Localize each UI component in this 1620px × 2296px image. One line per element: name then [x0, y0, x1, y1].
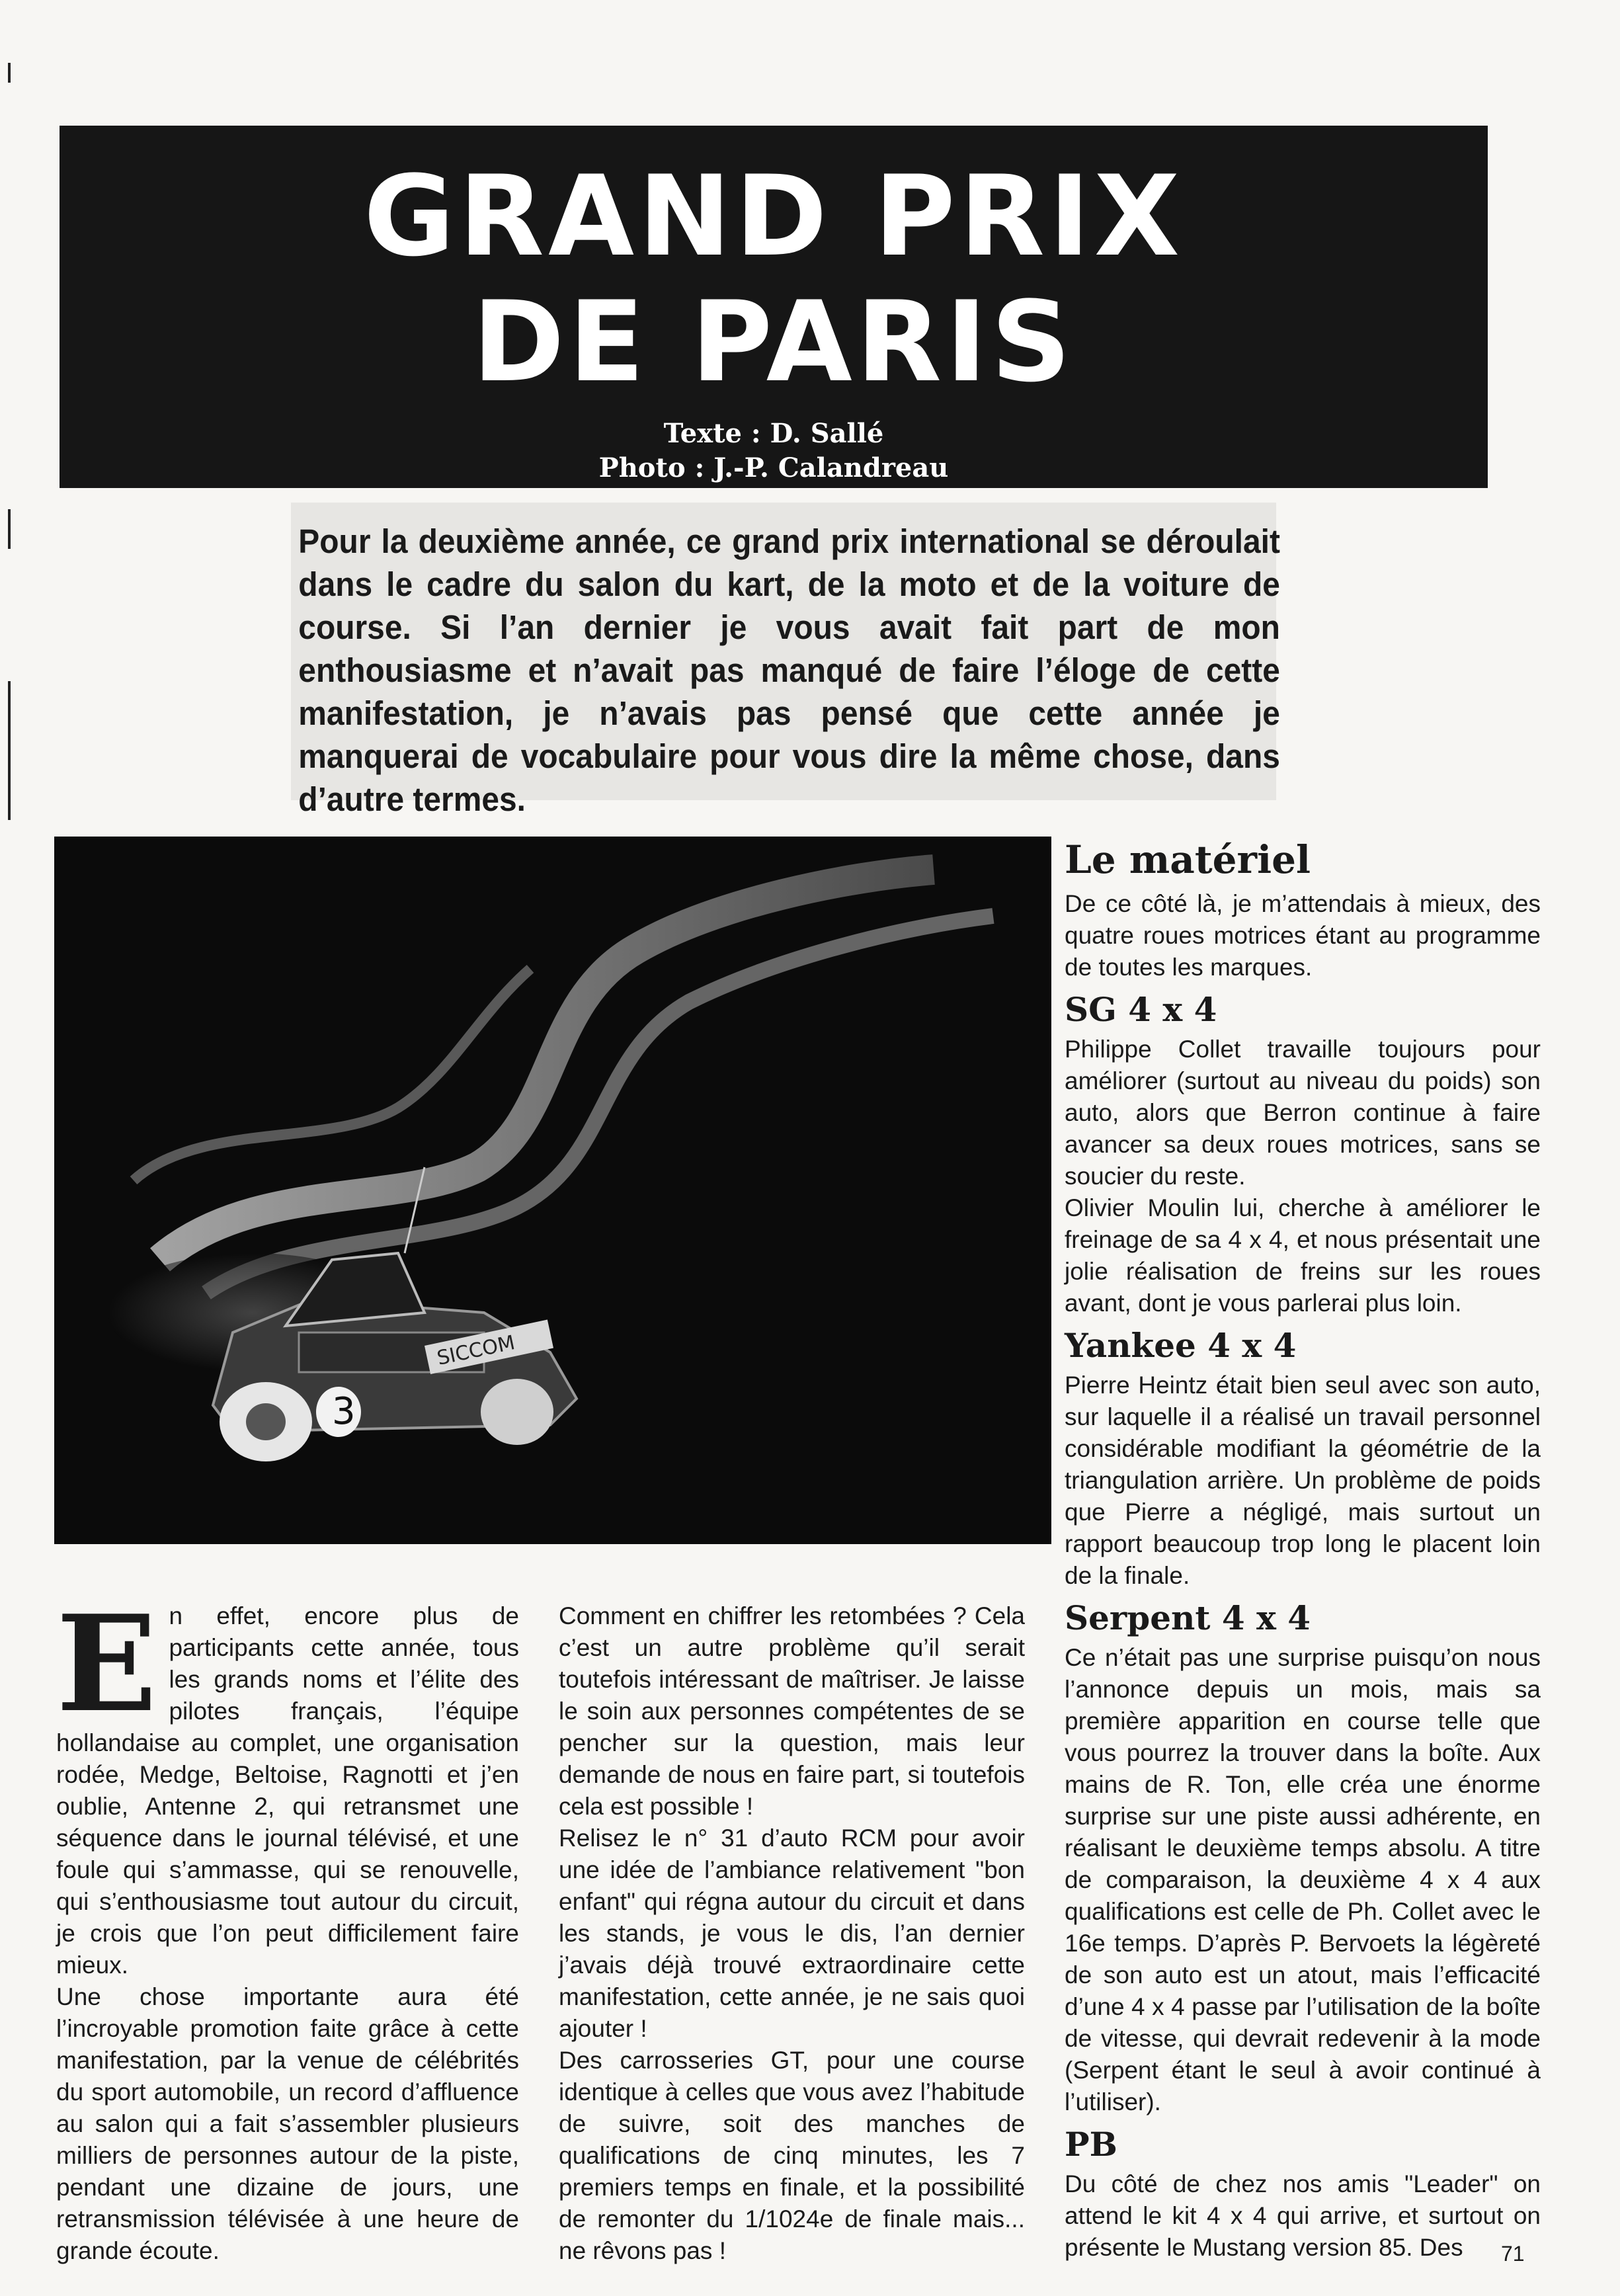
heading-materiel: Le matériel — [1065, 837, 1311, 882]
text-materiel: De ce côté là, je m’attendais à mieux, des quatre roues motrices étant au programme de toutes les marques. — [1065, 890, 1541, 981]
lead-text: Pour la deuxième année, ce grand prix international se déroulait dans le cadre du salon du kart, de la moto et de la voiture de course. Si l’an dernier je vous avait fait part de mon enthousiasme et n’avait pas manqué de faire l’éloge de cette manifestation, je n’avais pas pensé que cette année je manquerai de vocabulaire pour vous dire la même chose, dans d’autre termes. — [298, 522, 1280, 818]
col2-text-3: Des carrosseries GT, pour une course identique à celles que vous avez l’habitude de suivre, soit des manches de qualifications de cinq minutes, les 7 premiers temps en finale, et la possibilité de remonter du 1/1024e de finale mais... ne rêvons pas ! — [559, 2047, 1025, 2264]
col2-text-2: Relisez le n° 31 d’auto RCM pour avoir une idée de l’ambiance relativement "bon enfant" qui régna autour du circuit et dans les stands, je vous le dis, l’an dernier j’avais déjà trouvé extraordinaire cette manifestation, cette année, je ne sais quoi ajouter ! — [559, 1824, 1025, 2042]
margin-mark — [8, 681, 11, 820]
race-car-photo — [54, 837, 1051, 1544]
col1-text-1: n effet, encore plus de participants cette année, tous les grands noms et l’élite des pilotes français, l’équipe hollandaise au complet, une organisation rodée, Medge, Beltoise, Ragnotti et j’en oublie, Antenne 2, qui retransmet une séquence dans le journal télévisé, et une foule qui s’ammasse, qui se renouvelle, qui s’enthousiasme tout autour du circuit, je crois que l’on peut difficilement faire mieux. — [56, 1602, 519, 1979]
drop-cap: E — [56, 1586, 157, 1742]
col2-text-1: Comment en chiffrer les retombées ? Cela c’est un autre problème qu’il serait toutefois intéressant de maîtriser. Je laisse le soin aux personnes compétentes de se pencher sur la question, mais leur demande de nous en faire part, si toutefois cela est possible ! — [559, 1602, 1025, 1820]
heading-pb: PB — [1065, 2125, 1117, 2164]
margin-mark — [8, 63, 11, 83]
margin-mark — [8, 509, 11, 549]
text-yankee: Pierre Heintz était bien seul avec son auto, sur laquelle il a réalisé un travail personnel considérable modifiant la géométrie de la triangulation arrière. Un problème de poids que Pierre a négligé, mais surtout un rapport beaucoup trop long le placent loin de la finale. — [1065, 1372, 1541, 1589]
credit-photo: Photo : J.-P. Calandreau — [598, 452, 949, 483]
page-number: 71 — [1501, 2242, 1525, 2266]
text-serpent: Ce n’était pas une surprise puisqu’on nous l’annonce depuis un mois, mais sa première apparition en course telle que vous pourrez la trouver dans la boîte. Aux mains de R. Ton, elle créa une énorme surprise sur une piste aussi adhérente, en réalisant le deuxième temps absolu. A titre de comparaison, la deuxième 4 x 4 aux qualifications est celle de Ph. Collet avec le 16e temps. D’après P. Bervoets la légèreté de son auto est un atout, mais l’efficacité d’une 4 x 4 passe par l’utilisation de la boîte de vitesse, qui devrait redevenir à la mode (Serpent étant le seul à avoir continué à l’utiliser). — [1065, 1644, 1541, 2115]
heading-serpent: Serpent 4 x 4 — [1065, 1598, 1311, 1637]
title-banner — [60, 126, 1488, 488]
column-2 — [559, 1600, 1025, 2267]
credit-text: Texte : D. Sallé — [663, 418, 884, 449]
car-sponsor: SICCOM — [434, 1331, 517, 1370]
credits — [60, 417, 1488, 485]
heading-yankee: Yankee 4 x 4 — [1065, 1326, 1297, 1365]
title-line-2: DE PARIS — [472, 277, 1075, 407]
car-number: 3 — [332, 1390, 356, 1433]
race-car-image — [54, 837, 1051, 1544]
col1-text-2: Une chose importante aura été l’incroyable promotion faite grâce à cette manifestation, par la venue de célébrités du sport automobile, un record d’affluence au salon qui a fait s’assembler plusieurs milliers de personnes autour de la piste, pendant une dizaine de jours, une retransmission télévisée à une heure de grande écoute. — [56, 1983, 519, 2264]
column-1 — [56, 1586, 519, 2267]
heading-sg: SG 4 x 4 — [1065, 990, 1217, 1029]
column-3 — [1065, 837, 1541, 2264]
title-line-1: GRAND PRIX — [363, 151, 1184, 281]
lead-paragraph — [291, 503, 1280, 818]
text-sg-1: Philippe Collet travaille toujours pour améliorer (surtout au niveau du poids) son auto, alors que Berron continue à faire avancer sa deux roues motrices, sans se soucier du reste. — [1065, 1036, 1541, 1190]
intro-paragraph — [56, 1586, 519, 1981]
text-pb: Du côté de chez nos amis "Leader" on attend le kit 4 x 4 qui arrive, et surtout on présente le Mustang version 85. Des — [1065, 2170, 1541, 2261]
text-sg-2: Olivier Moulin lui, cherche à améliorer le freinage de sa 4 x 4, et nous présentait une jolie réalisation de freins sur les roues avant, dont je vous parlerai plus loin. — [1065, 1194, 1541, 1317]
